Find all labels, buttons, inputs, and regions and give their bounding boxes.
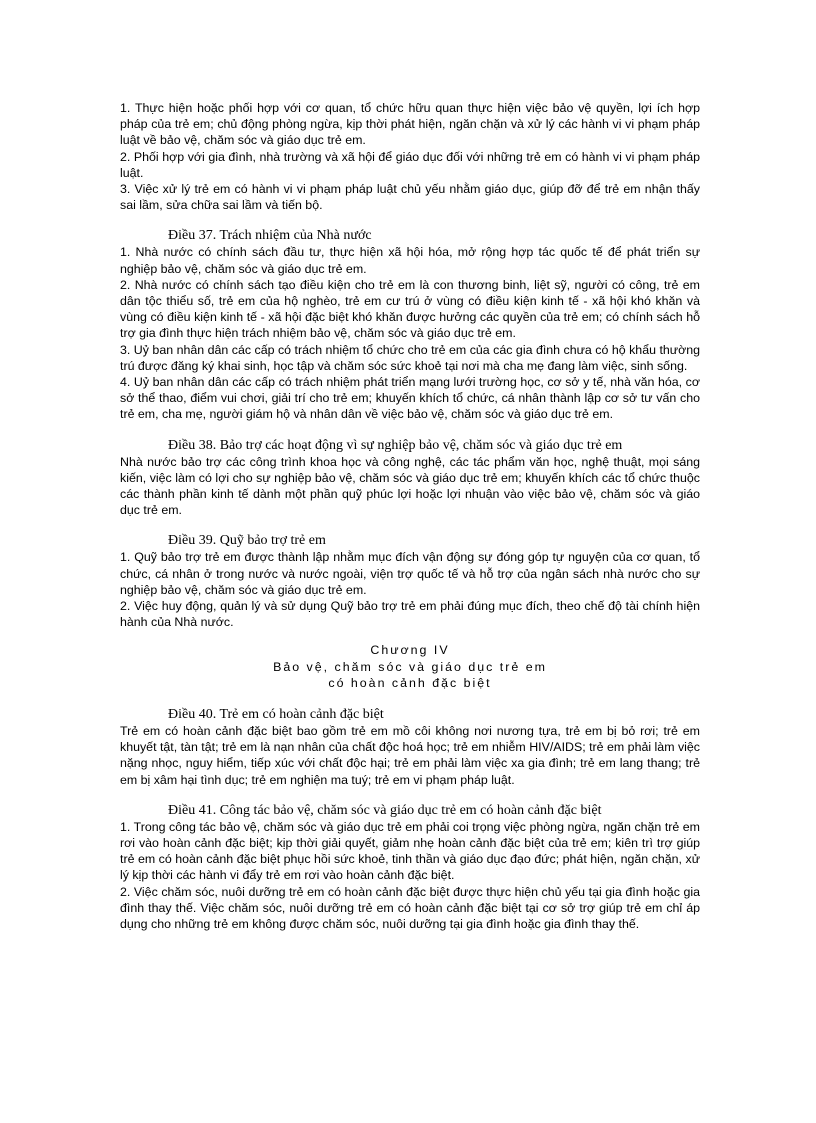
article-40 — [120, 706, 700, 788]
paragraph: 4. Uỷ ban nhân dân các cấp có trách nhiệm phát triển mạng lưới trường học, cơ sở y tế, nhà văn hóa, cơ sở thể thao, điểm vui chơi, giải trí cho trẻ em; khuyến khích tổ chức, cá nhân thành lập cơ sở tư vấn cho trẻ em, cha mẹ, người giám hộ và nhân dân về việc bảo vệ, chăm sóc và giáo dục trẻ em. — [120, 375, 700, 422]
chapter-title-line: có hoàn cảnh đặc biệt — [328, 676, 492, 691]
paragraph: 2. Việc huy động, quản lý và sử dụng Quỹ bảo trợ trẻ em phải đúng mục đích, theo chế độ tài chính hiện hành của Nhà nước. — [120, 599, 700, 630]
paragraph: 1. Trong công tác bảo vệ, chăm sóc và giáo dục trẻ em phải coi trọng việc phòng ngừa, ngăn chặn trẻ em rơi vào hoàn cảnh đặc biệt; kịp thời giải quyết, giảm nhẹ hoàn cảnh đặc biệt của trẻ em; kiên trì trợ giúp trẻ em có hoàn cảnh đặc biệt phục hồi sức khoẻ, tinh thần và giáo dục đạo đức; phát hiện, ngăn chặn, xử lý kịp thời các hành vi đẩy trẻ em rơi vào hoàn cảnh đặc biệt. — [120, 819, 700, 883]
article-heading: Điều 40. Trẻ em có hoàn cảnh đặc biệt — [168, 706, 384, 722]
chapter-title — [120, 642, 700, 692]
chapter-number: Chương IV — [370, 643, 450, 658]
article-39 — [120, 532, 700, 630]
document-page — [120, 100, 700, 932]
paragraph: 2. Nhà nước có chính sách tạo điều kiện cho trẻ em là con thương binh, liệt sỹ, người có công, trẻ em dân tộc thiểu số, trẻ em của hộ nghèo, trẻ em cư trú ở vùng có điều kiện kinh tế - xã hội khó khăn và vùng có điều kiện kinh tế - xã hội đặc biệt khó khăn được hưởng các quyền của trẻ em; có chính sách hỗ trợ gia đình thực hiện trách nhiệm bảo vệ, chăm sóc và giáo dục trẻ em. — [120, 277, 700, 341]
article-heading: Điều 41. Công tác bảo vệ, chăm sóc và giáo dục trẻ em có hoàn cảnh đặc biệt — [168, 802, 602, 818]
paragraph: 1. Quỹ bảo trợ trẻ em được thành lập nhằm mục đích vận động sự đóng góp tự nguyện của cơ quan, tổ chức, cá nhân ở trong nước và nước ngoài, viện trợ quốc tế và hỗ trợ của ngân sách nhà nước cho sự nghiệp bảo vệ, chăm sóc và giáo dục trẻ em. — [120, 550, 700, 597]
chapter-title-line: Bảo vệ, chăm sóc và giáo dục trẻ em — [273, 659, 547, 674]
article-38 — [120, 437, 700, 519]
article-heading: Điều 38. Bảo trợ các hoạt động vì sự nghiệp bảo vệ, chăm sóc và giáo dục trẻ em — [168, 437, 623, 453]
paragraph: 2. Phối hợp với gia đình, nhà trường và xã hội để giáo dục đối với những trẻ em có hành vi vi phạm pháp luật. — [120, 149, 700, 180]
paragraph: 1. Nhà nước có chính sách đầu tư, thực hiện xã hội hóa, mở rộng hợp tác quốc tế để phát triển sự nghiệp bảo vệ, chăm sóc và giáo dục trẻ em. — [120, 245, 700, 276]
article-41 — [120, 802, 700, 932]
paragraph: Nhà nước bảo trợ các công trình khoa học và công nghệ, các tác phẩm văn học, nghệ thuật, mọi sáng kiến, việc làm có lợi cho sự nghiệp bảo vệ, chăm sóc và giáo dục trẻ em; khuyến khích các tổ chức thuộc các thành phần kinh tế dành một phần quỹ phúc lợi hoặc lợi nhuận vào việc bảo vệ, chăm sóc và giáo dục trẻ em. — [120, 454, 700, 518]
intro-section — [120, 100, 700, 213]
paragraph: 1. Thực hiện hoặc phối hợp với cơ quan, tổ chức hữu quan thực hiện việc bảo vệ quyền, lợi ích hợp pháp của trẻ em; chủ động phòng ngừa, kịp thời phát hiện, ngăn chặn và xử lý các hành vi vi phạm pháp luật về bảo vệ, chăm sóc và giáo dục trẻ em. — [120, 101, 700, 148]
article-heading: Điều 39. Quỹ bảo trợ trẻ em — [168, 533, 326, 549]
paragraph: 3. Việc xử lý trẻ em có hành vi vi phạm pháp luật chủ yếu nhằm giáo dục, giúp đỡ để trẻ em nhận thấy sai lầm, sửa chữa sai lầm và tiến bộ. — [120, 182, 700, 213]
article-heading: Điều 37. Trách nhiệm của Nhà nước — [168, 228, 372, 244]
paragraph: Trẻ em có hoàn cảnh đặc biệt bao gồm trẻ em mồ côi không nơi nương tựa, trẻ em bị bỏ rơi; trẻ em khuyết tật, tàn tật; trẻ em là nạn nhân của chất độc hoá học; trẻ em nhiễm HIV/AIDS; trẻ em phải làm việc nặng nhọc, nguy hiểm, tiếp xúc với chất độc hại; trẻ em phải làm việc xa gia đình; trẻ em lang thang; trẻ em bị xâm hại tình dục; trẻ em nghiện ma tuý; trẻ em vi phạm pháp luật. — [120, 723, 700, 787]
article-37 — [120, 227, 700, 422]
paragraph: 3. Uỷ ban nhân dân các cấp có trách nhiệm tổ chức cho trẻ em của các gia đình chưa có hộ khẩu thường trú được đăng ký khai sinh, học tập và chăm sóc sức khoẻ tại nơi mà cha mẹ đang làm việc, sinh sống. — [120, 342, 700, 373]
paragraph: 2. Việc chăm sóc, nuôi dưỡng trẻ em có hoàn cảnh đặc biệt được thực hiện chủ yếu tại gia đình hoặc gia đình thay thế. Việc chăm sóc, nuôi dưỡng trẻ em có hoàn cảnh đặc biệt tại cơ sở trợ giúp trẻ em chỉ áp dụng cho những trẻ em không được chăm sóc, nuôi dưỡng tại gia đình hoặc gia đình thay thế. — [120, 884, 700, 932]
